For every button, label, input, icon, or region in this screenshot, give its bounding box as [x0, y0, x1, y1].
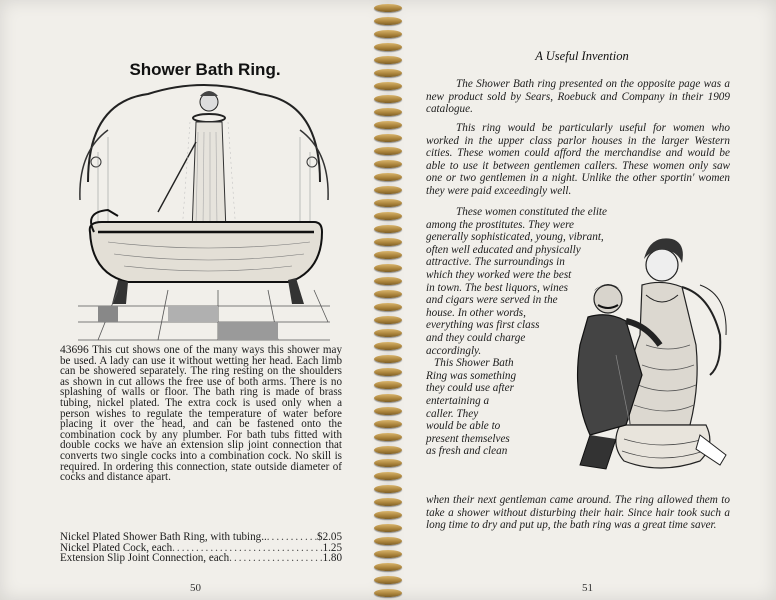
- text-line: accordingly.: [426, 344, 482, 357]
- price-value: 1.80: [322, 553, 342, 564]
- price-row: [60, 543, 342, 554]
- coil-loop: [374, 95, 402, 103]
- text-line: This Shower Bath: [434, 357, 514, 370]
- coil-loop: [374, 108, 402, 116]
- coil-loop: [374, 316, 402, 324]
- text-line: as fresh and clean: [426, 445, 508, 458]
- coil-loop: [374, 69, 402, 77]
- paragraph-1: The Shower Bath ring presented on the opposite page was a new product sold by Sears, Roebuck and Company in their 1909 catalogue.: [426, 78, 730, 116]
- coil-loop: [374, 329, 402, 337]
- coil-loop: [374, 277, 402, 285]
- catalog-number: 43696: [60, 344, 89, 356]
- text-line: generally sophisticated, young, vibrant,: [426, 231, 604, 244]
- coil-loop: [374, 134, 402, 142]
- coil-loop: [374, 550, 402, 558]
- page-number-left: 50: [190, 582, 201, 594]
- coil-loop: [374, 407, 402, 415]
- coil-loop: [374, 368, 402, 376]
- text-line: everything was first class: [426, 319, 540, 332]
- price-list: [60, 532, 342, 564]
- coil-loop: [374, 576, 402, 584]
- coil-loop: [374, 17, 402, 25]
- price-item: Nickel Plated Cock, each: [60, 542, 173, 554]
- couple-illustration: [550, 225, 732, 487]
- text-line: among the prostitutes. They were: [426, 218, 575, 231]
- price-item: Nickel Plated Shower Bath Ring, with tubing..: [60, 532, 267, 543]
- text-line: caller. They: [426, 407, 479, 420]
- coil-loop: [374, 4, 402, 12]
- text-line: they could use after: [426, 382, 514, 395]
- coil-loop: [374, 420, 402, 428]
- coil-loop: [374, 30, 402, 38]
- coil-loop: [374, 186, 402, 194]
- coil-loop: [374, 160, 402, 168]
- coil-loop: [374, 524, 402, 532]
- text-line: house. In other words,: [426, 306, 526, 319]
- text-line: entertaining a: [426, 394, 490, 407]
- paragraph-3: [426, 206, 607, 458]
- spiral-binding: [372, 0, 404, 600]
- coil-loop: [374, 238, 402, 246]
- coil-loop: [374, 472, 402, 480]
- text-line: Ring was something: [426, 369, 517, 382]
- coil-loop: [374, 264, 402, 272]
- coil-loop: [374, 199, 402, 207]
- price-row: [60, 553, 342, 564]
- coil-loop: [374, 173, 402, 181]
- text-line: attractive. The surroundings in: [426, 256, 565, 269]
- coil-loop: [374, 394, 402, 402]
- text-line: would be able to: [426, 420, 501, 433]
- coil-loop: [374, 303, 402, 311]
- ad-description-text: This cut shows one of the many ways this shower may be used. A lady can use it without wetting her head. Each limb can be showered separately. The ring resting on the shoulders as shown in cut allows the free use of both arms. There is no splashing of walls or floor. The bath ring is made of brass tubing, nickel plated. The extra cock is used only when a person wishes to regulate the temperature of water before placing it over the head, and can be fastened onto the combination cock by any plumber. For bath tubs fitted with double cocks we have an extension slip joint connection that converts two single cocks into a combination cock. No skill is required. In ordering this connection, state outside diameter of cocks and distance apart.: [60, 344, 342, 484]
- bathtub-engraving: [78, 82, 330, 342]
- coil-loop: [374, 82, 402, 90]
- price-item: Extension Slip Joint Connection, each: [60, 553, 230, 564]
- price-value: $2.05: [317, 532, 342, 543]
- coil-loop: [374, 212, 402, 220]
- coil-loop: [374, 498, 402, 506]
- page-number-right: 51: [582, 582, 593, 594]
- coil-loop: [374, 589, 402, 597]
- coil-loop: [374, 290, 402, 298]
- coil-loop: [374, 459, 402, 467]
- text-line: often well educated and physically: [426, 243, 581, 256]
- chapter-title: A Useful Invention: [535, 49, 629, 63]
- text-line: and they could charge: [426, 331, 526, 344]
- coil-loop: [374, 342, 402, 350]
- coil-loop: [374, 121, 402, 129]
- coil-loop: [374, 433, 402, 441]
- ad-description: [60, 345, 342, 483]
- paragraph-2: This ring would be particularly useful for women who worked in the upper class parlor houses in the larger Western cities. These women could afford the merchandise and would be able to use it between gentlemen callers. These women only saw one or two gentlemen in a night. Unlike the other sportin' women they were paid exceedingly well.: [426, 122, 730, 197]
- text-line: and cigars were served in the: [426, 294, 558, 307]
- text-line: which they worked were the best: [426, 268, 572, 281]
- text-line: These women constituted the elite: [456, 206, 607, 218]
- coil-loop: [374, 147, 402, 155]
- text-line: present themselves: [426, 432, 510, 445]
- price-value: 1.25: [322, 542, 342, 554]
- coil-loop: [374, 537, 402, 545]
- coil-loop: [374, 43, 402, 51]
- coil-loop: [374, 355, 402, 363]
- paragraph-4-tail: when their next gentleman came around. The ring allowed them to take a shower without disturbing their hair. Since hair took such a long time to dry and put up, the bath ring was a great time saver.: [426, 494, 730, 532]
- coil-loop: [374, 485, 402, 493]
- coil-loop: [374, 56, 402, 64]
- price-row: [60, 532, 342, 543]
- coil-loop: [374, 381, 402, 389]
- coil-loop: [374, 225, 402, 233]
- text-line: in town. The best liquors, wines: [426, 281, 569, 294]
- coil-loop: [374, 446, 402, 454]
- coil-loop: [374, 251, 402, 259]
- coil-loop: [374, 511, 402, 519]
- ad-title: Shower Bath Ring.: [129, 60, 281, 79]
- coil-loop: [374, 563, 402, 571]
